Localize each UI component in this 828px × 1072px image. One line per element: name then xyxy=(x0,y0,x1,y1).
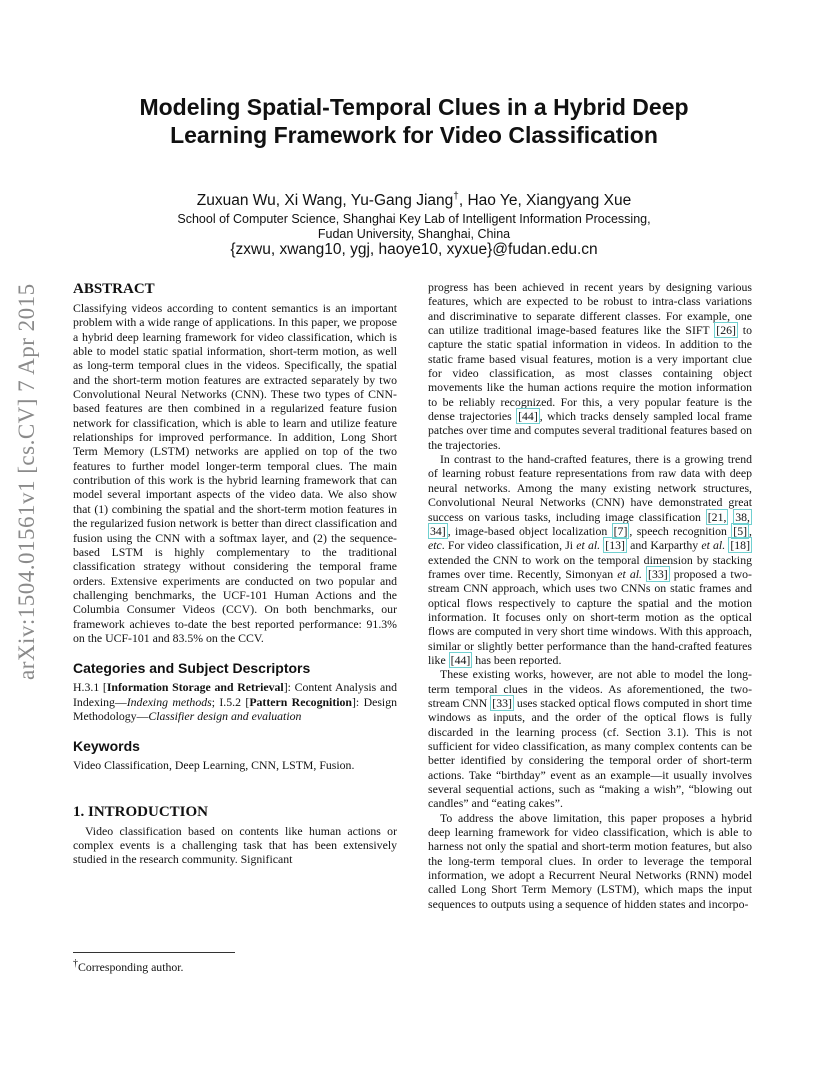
footnote-text: Corresponding author. xyxy=(78,959,184,974)
left-column xyxy=(73,280,397,867)
affiliation-line-2: Fudan University, Shanghai, China xyxy=(317,227,511,241)
text-span: , image-based object localization xyxy=(447,523,612,538)
text-span: and Karparthy xyxy=(626,538,702,553)
authors-part-1: Zuxuan Wu, Xi Wang, Yu-Gang Jiang xyxy=(196,192,454,210)
introduction-heading: 1. INTRODUCTION xyxy=(73,803,209,820)
text-span: et al. xyxy=(576,538,601,553)
text-span: et al. xyxy=(617,566,642,581)
text-span: , speech recognition xyxy=(629,523,732,538)
intro-paragraph-2 xyxy=(428,452,752,667)
text-span: progress has been achieved in recent years by designing various features, which are expected to be robust to intra-class variations and discriminative to separate different classes. For example, one can utilize traditional image-based features like the SIFT xyxy=(428,280,752,338)
citation-link[interactable]: [26] xyxy=(716,323,736,338)
author-list xyxy=(100,191,728,210)
text-span: et al. xyxy=(701,538,726,553)
citation-link[interactable]: [13] xyxy=(605,538,625,553)
categories-classifier-design: Classifier design and evaluation xyxy=(148,708,302,723)
text-span: etc xyxy=(428,538,442,553)
citation-link[interactable]: [44] xyxy=(450,652,471,667)
text-span: , xyxy=(749,523,752,538)
footnote-divider xyxy=(73,952,235,953)
citation-link[interactable]: 34] xyxy=(430,523,446,538)
author-emails: {zxwu, xwang10, ygj, haoye10, xyxue}@fudan.edu.cn xyxy=(230,241,598,258)
keywords-text: Video Classification, Deep Learning, CNN, LSTM, Fusion. xyxy=(73,758,355,773)
text-span: These existing works, however, are not able to model the long-term temporal clues in the videos. As aforementioned, the two-stream CNN xyxy=(428,667,752,710)
intro-paragraph-4: To address the above limitation, this paper proposes a hybrid deep learning framework for video classification, which is able to harness not only the spatial and short-term motion features, but also the long-term temporal clues. In order to leverage the temporal information, we adopt a Recurrent Neural Networks (RNN) model called Long Short Term Memory (LSTM), which maps the input sequences to outputs using a sequence of hidden states and incorpo- xyxy=(428,810,752,911)
text-span: to capture the static spatial information in videos. In addition to the static frame based visual features, motion is a very important clue for video classification, as most classes containing object movements like the human actions require the motion information to be reliably recognized. For this, a very popular feature is the dense trajectories xyxy=(428,323,752,424)
citation-link[interactable]: [33] xyxy=(492,695,512,710)
abstract-heading: ABSTRACT xyxy=(73,281,155,297)
arxiv-identifier: arXiv:1504.01561v1 [cs.CV] 7 Apr 2015 xyxy=(14,283,39,680)
text-span: proposed a two-stream CNN approach, which uses two CNNs on static frames and optical flows respectively to capture the spatial and the motion information. It focuses only on short-term motion as the optical flows are computed in very short time windows. With this approach, similar or slightly better performance than the hand-crafted features like xyxy=(428,566,752,667)
categories-code-1: H.3.1 [ xyxy=(73,680,107,695)
citation-link[interactable]: 38, xyxy=(735,509,750,524)
citation-link[interactable]: [5] xyxy=(733,523,748,538)
category-pattern-recognition: Pattern Recognition xyxy=(249,694,352,709)
keywords-heading: Keywords xyxy=(73,738,140,755)
categories-sub-1: ]: Content Analysis and Indexing— xyxy=(73,680,397,709)
citation-link[interactable]: [18] xyxy=(730,538,751,553)
text-span: , which tracks densely sampled local frame patches over time and computes several traditional features based on the trajectories. xyxy=(428,409,752,452)
text-span: uses stacked optical flows computed in short time windows as inputs, and the order of the optical flows is fully discarded in the learning process (cf. Section 3.1). This is not sufficient for video classification, as many complex contents can be better identified by considering the temporal order of short-term actions. Take “birthday” event as an example—it usually involves several sequential actions, such as “making a wish”, “blowing out candles” and “eating cakes”. xyxy=(428,695,752,811)
categories-code-2: ; I.5.2 [ xyxy=(211,694,250,709)
introduction-text: Video classification based on contents like human actions or complex events is a challenging task that has been extensively studied in the research community. Significant xyxy=(73,823,397,867)
text-span: extended the CNN to work on the temporal dimension by stacking frames over time. Recently, Simonyan xyxy=(428,552,752,581)
right-column xyxy=(428,280,752,911)
corresponding-author-mark: † xyxy=(453,191,459,202)
authors-part-2: , Hao Ye, Xiangyang Xue xyxy=(458,192,632,210)
text-span: has been reported. xyxy=(472,652,562,667)
categories-text xyxy=(73,680,397,723)
text-span: . For video classification, Ji xyxy=(441,538,577,553)
citation-link[interactable]: [33] xyxy=(648,566,668,581)
paper-title: Modeling Spatial-Temporal Clues in a Hybrid Deep Learning Framework for Video Classification xyxy=(139,94,689,148)
citation-link[interactable]: [7] xyxy=(613,523,628,538)
categories-heading: Categories and Subject Descriptors xyxy=(73,660,311,677)
citation-link[interactable]: [21, xyxy=(707,509,727,524)
citation-link[interactable]: [44] xyxy=(518,409,538,424)
abstract-text: Classifying videos according to content semantics is an important problem with a wide range of applications. In this paper, we propose a hybrid deep learning framework for video classification, which is able to model static spatial information, short-term motion, as well as long-term temporal clues in the videos. Specifically, the spatial and the short-term motion features are extracted separately by two Convolutional Neural Networks (CNN). These two types of CNN-based features are then combined in a regularized feature fusion network for classification, which is able to learn and utilize feature relationships for improved performance. In addition, Long Short Term Memory (LSTM) networks are applied on top of the two features to further model longer-term temporal clues. The main contribution of this work is the hybrid learning framework that can model several important aspects of the video data. We also show that (1) combining the spatial and the short-term motion features in the regularized fusion network is better than direct classification and fusion using the CNN with a softmax layer, and (2) the sequence-based LSTM is highly complementary to the traditional classification strategy without considering the temporal frame orders. Extensive experiments are conducted on two popular and challenging benchmarks, the UCF-101 Human Actions and the Columbia Consumer Videos (CCV). On both benchmarks, our framework achieves to-date the best reported performance: 91.3% on the UCF-101 and 83.5% on the CCV. xyxy=(73,301,397,645)
text-span: In contrast to the hand-crafted features, there is a growing trend of learning robust feature representations from raw data with deep neural networks. Among the many existing network structures, Convolutional Neural Networks (CNN) have demonstrated great success on various tasks, including image classification xyxy=(428,452,752,524)
affiliation-line-1: School of Computer Science, Shanghai Key Lab of Intelligent Information Processing, xyxy=(177,212,651,226)
intro-paragraph-3 xyxy=(428,667,752,810)
footnote-mark: † xyxy=(73,958,78,969)
categories-sub-2: ]: Design Methodology— xyxy=(73,694,397,723)
intro-paragraph-1 xyxy=(428,280,752,452)
footnote xyxy=(73,958,184,975)
category-info-storage: Information Storage and Retrieval xyxy=(106,680,284,695)
categories-indexing-methods: Indexing methods xyxy=(126,694,212,709)
